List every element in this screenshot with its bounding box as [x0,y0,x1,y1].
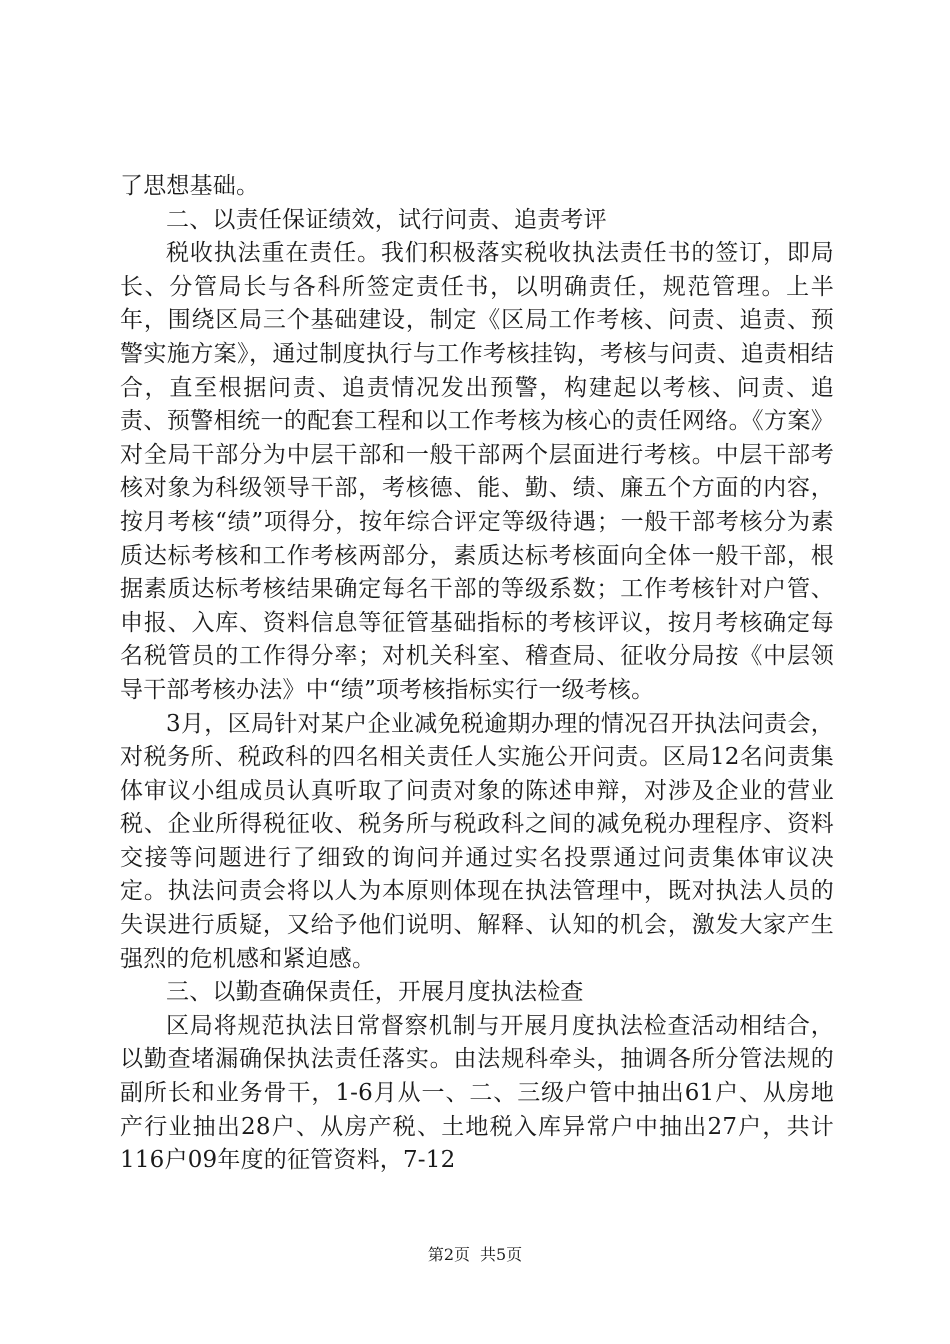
document-body [120,170,834,1178]
paragraph-3: 税收执法重在责任。我们积极落实税收执法责任书的签订，即局长、分管局长与各科所签定责任书，以明确责任，规范管理。上半年，围绕区局三个基础建设，制定《区局工作考核、问责、追责、预警实施方案》，通过制度执行与工作考核挂钩，考核与问责、追责相结合，直至根据问责、追责情况发出预警，构建起以考核、问责、追责、预警相统一的配套工程和以工作考核为核心的责任网络。《方案》对全局干部分为中层干部和一般干部两个层面进行考核。中层干部考核对象为科级领导干部，考核德、能、勤、绩、廉五个方面的内容，按月考核“绩”项得分，按年综合评定等级待遇；一般干部考核分为素质达标考核和工作考核两部分，素质达标考核面向全体一般干部，根据素质达标考核结果确定每名干部的等级系数；工作考核针对户管、申报、入库、资料信息等征管基础指标的考核评议，按月考核确定每名税管员的工作得分率；对机关科室、稽查局、征收分局按《中层领导干部考核办法》中“绩”项考核指标实行一级考核。 [120,240,834,703]
section-heading-2: 二、以责任保证绩效，试行问责、追责考评 [166,206,607,233]
page-total: 共5页 [480,1245,523,1264]
section-heading-3: 三、以勤查确保责任，开展月度执法检查 [166,979,584,1006]
page-number: 第2页 [427,1245,470,1264]
page-footer [0,1244,950,1266]
paragraph-1: 了思想基础。 [120,173,260,199]
paragraph-4: 3月，区局针对某户企业减免税逾期办理的情况召开执法问责会，对税务所、税政科的四名相关责任人实施公开问责。区局12名问责集体审议小组成员认真听取了问责对象的陈述申辩，对涉及企业的营业税、企业所得税征收、税务所与税政科之间的减免税办理程序、资料交接等问题进行了细致的询问并通过实名投票通过问责集体审议决定。执法问责会将以人为本原则体现在执法管理中，既对执法人员的失误进行质疑，又给予他们说明、解释、认知的机会，激发大家产生强烈的危机感和紧迫感。 [120,710,834,972]
paragraph-6: 区局将规范执法日常督察机制与开展月度执法检查活动相结合，以勤查堵漏确保执法责任落实。由法规科牵头，抽调各所分管法规的副所长和业务骨干，1-6月从一、二、三级户管中抽出61户、从房地产行业抽出28户、从房产税、土地税入库异常户中抽出27户，共计116户09年度的征管资料，7-12 [120,1012,834,1174]
